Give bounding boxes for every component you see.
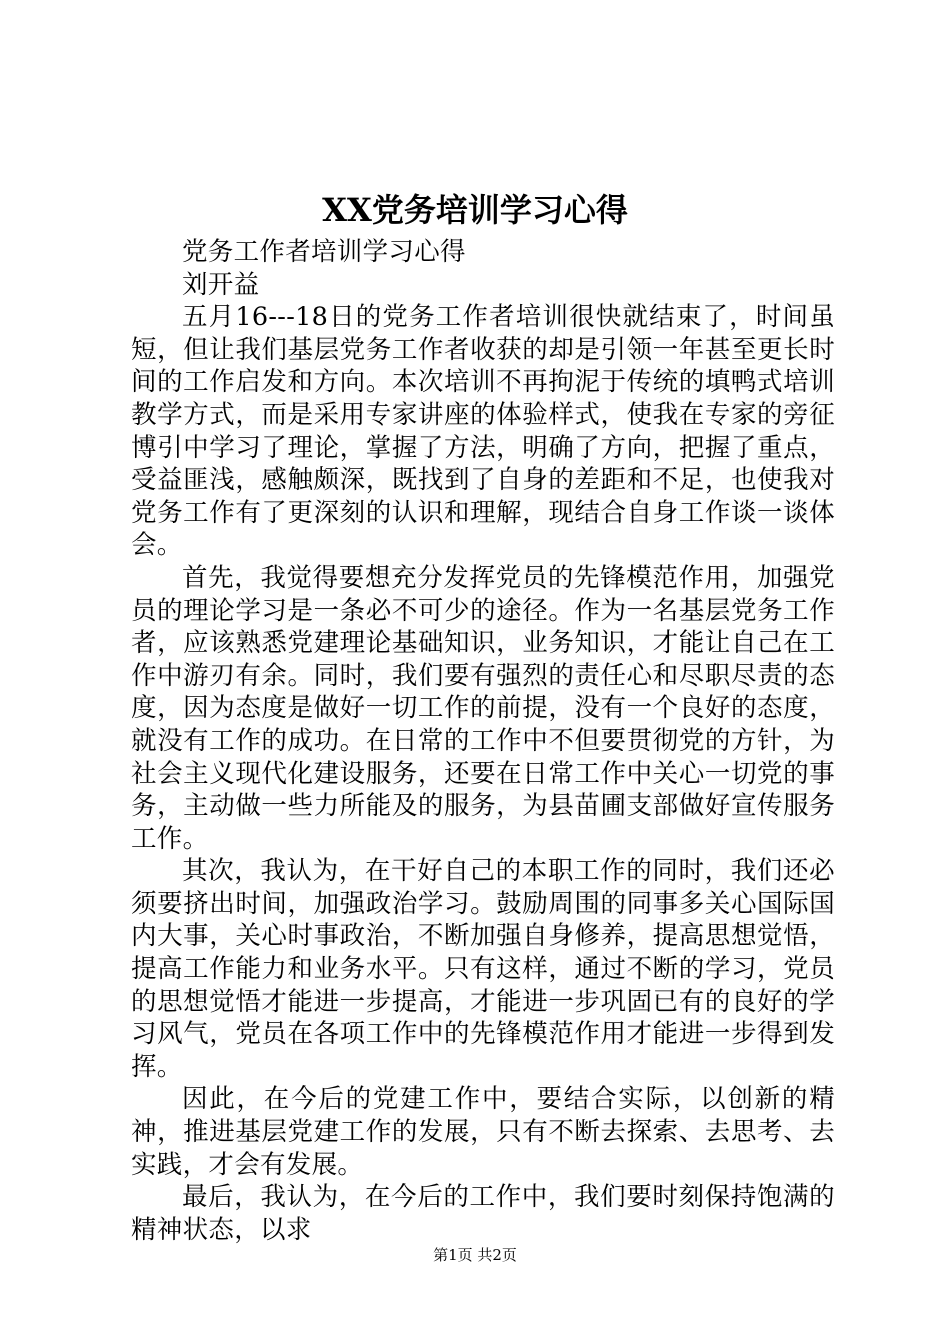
paragraph-1: 五月16---18日的党务工作者培训很快就结束了，时间虽短，但让我们基层党务工作者收获的却是引领一年甚至更长时间的工作启发和方向。本次培训不再拘泥于传统的填鸭式培训教学方式，而是采用专家讲座的体验样式，使我在专家的旁征博引中学习了理论，掌握了方法，明确了方向，把握了重点，受益匪浅，感触颇深，既找到了自身的差距和不足，也使我对党务工作有了更深刻的认识和理解，现结合自身工作谈一谈体会。 <box>131 302 835 561</box>
document-title: XX党务培训学习心得 <box>322 191 628 229</box>
document-body <box>131 236 835 1246</box>
paragraph-5: 最后，我认为，在今后的工作中，我们要时刻保持饱满的精神状态，以求 <box>131 1182 835 1245</box>
paragraph-2: 首先，我觉得要想充分发挥党员的先锋模范作用，加强党员的理论学习是一条必不可少的途径。作为一名基层党务工作者，应该熟悉党建理论基础知识，业务知识，才能让自己在工作中游刃有余。同时，我们要有强烈的责任心和尽职尽责的态度，因为态度是做好一切工作的前提，没有一个良好的态度，就没有工作的成功。在日常的工作中不但要贯彻党的方针，为社会主义现代化建设服务，还要在日常工作中关心一切党的事务，主动做一些力所能及的服务，为县苗圃支部做好宣传服务工作。 <box>131 562 835 854</box>
page-footer: 第1页 共2页 <box>433 1246 517 1264</box>
author-line: 刘开益 <box>182 269 260 300</box>
subtitle-line: 党务工作者培训学习心得 <box>182 237 466 267</box>
paragraph-3: 其次，我认为，在干好自己的本职工作的同时，我们还必须要挤出时间，加强政治学习。鼓励周围的同事多关心国际国内大事，关心时事政治，不断加强自身修养，提高思想觉悟，提高工作能力和业务水平。只有这样，通过不断的学习，党员的思想觉悟才能进一步提高，才能进一步巩固已有的良好的学习风气，党员在各项工作中的先锋模范作用才能进一步得到发挥。 <box>131 856 835 1082</box>
paragraph-4: 因此，在今后的党建工作中，要结合实际，以创新的精神，推进基层党建工作的发展，只有不断去探索、去思考、去实践，才会有发展。 <box>131 1084 835 1180</box>
